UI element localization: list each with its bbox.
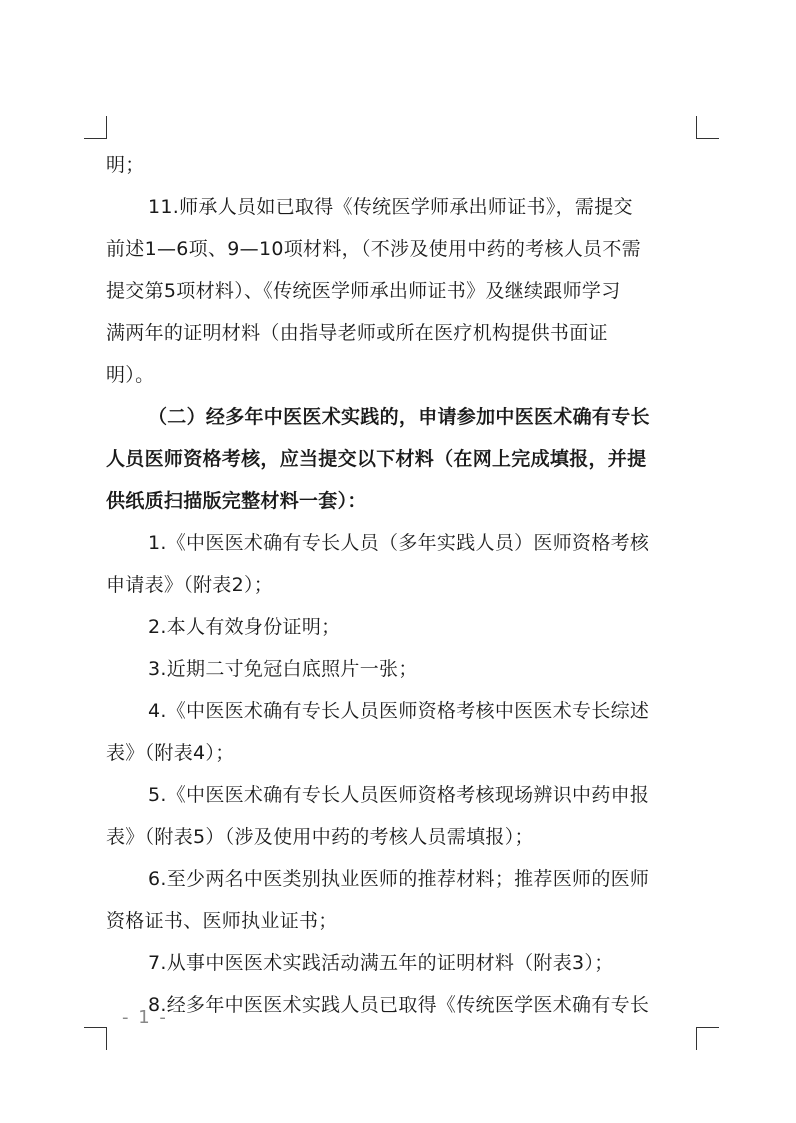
text-line: 供纸质扫描版完整材料一套）： <box>106 490 367 512</box>
text-line: 11.师承人员如已取得《传统医学师承出师证书》，需提交 <box>148 196 633 218</box>
text-line: 5.《中医医术确有专长人员医师资格考核现场辨识中药申报 <box>148 784 650 806</box>
text-line: 满两年的证明材料（由指导老师或所在医疗机构提供书面证 <box>106 322 608 344</box>
crop-mark-top-right <box>696 116 719 139</box>
text-line: 8.经多年中医医术实践人员已取得《传统医学医术确有专长 <box>148 994 650 1016</box>
text-line: 资格证书、医师执业证书； <box>106 910 338 932</box>
text-line: 2.本人有效身份证明； <box>148 616 341 638</box>
text-line: 1.《中医医术确有专长人员（多年实践人员）医师资格考核 <box>148 532 650 554</box>
text-line: 提交第5项材料）、《传统医学师承出师证书》及继续跟师学习 <box>106 280 621 302</box>
text-line: 前述1—6项、9—10项材料，（不涉及使用中药的考核人员不需 <box>106 238 641 260</box>
text-line: 人员医师资格考核，应当提交以下材料（在网上完成填报，并提 <box>106 448 647 470</box>
document-body <box>106 144 698 1026</box>
text-line: 表》（附表5）（涉及使用中药的考核人员需填报）； <box>106 826 534 848</box>
page-number: - 1 - <box>122 1007 168 1028</box>
text-line: 3.近期二寸免冠白底照片一张； <box>148 658 418 680</box>
crop-mark-bottom-right <box>696 1027 719 1050</box>
text-line: 申请表》（附表2）； <box>106 574 274 596</box>
crop-mark-bottom-left <box>84 1027 107 1050</box>
text-line: 明）。 <box>106 364 155 386</box>
text-line: 明； <box>106 154 145 176</box>
text-line: 7.从事中医医术实践活动满五年的证明材料（附表3）； <box>148 952 614 974</box>
text-line: 4.《中医医术确有专长人员医师资格考核中医医术专长综述 <box>148 700 650 722</box>
crop-mark-top-left <box>84 116 107 139</box>
text-line: （二）经多年中医医术实践的，申请参加中医医术确有专长 <box>148 406 650 428</box>
text-line: 6.至少两名中医类别执业医师的推荐材料；推荐医师的医师 <box>148 868 650 890</box>
text-line: 表》（附表4）； <box>106 742 235 764</box>
